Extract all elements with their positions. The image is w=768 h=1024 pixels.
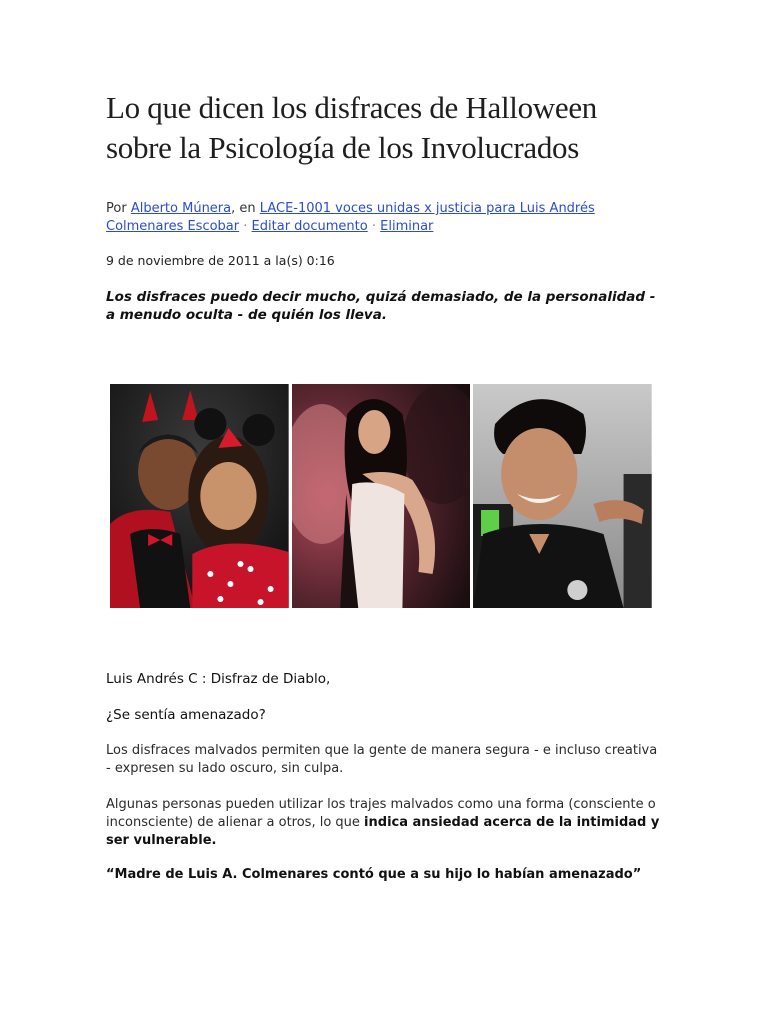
publish-date: 9 de noviembre de 2011 a la(s) 0:16 (106, 253, 335, 268)
paragraph-2-text: Algunas personas pueden utilizar los trajes malvados como una forma (consciente o inconsciente) de alienar a otros, lo que (106, 797, 656, 830)
article-lede: Los disfraces puedo decir mucho, quizá demasiado, de la personalidad - a menudo oculta - de quién los lleva. (106, 289, 656, 323)
woman-blurred-background-photo (292, 384, 471, 608)
byline-prefix: Por (106, 201, 127, 216)
paragraph-2 (106, 796, 666, 850)
group-link[interactable]: LACE-1001 voces unidas x justicia para Luis Andrés Colmenares Escobar (106, 201, 595, 234)
couple-devil-costume-photo (110, 384, 289, 608)
delete-link[interactable]: Eliminar (380, 219, 434, 234)
paragraph-1: Los disfraces malvados permiten que la gente de manera segura - e incluso creativa - expresen su lado oscuro, sin culpa. (106, 743, 658, 776)
pull-quote: “Madre de Luis A. Colmenares contó que a su hijo lo habían amenazado” (106, 867, 642, 882)
section-heading: Luis Andrés C : Disfraz de Diablo, (106, 671, 331, 687)
photo-strip (110, 384, 652, 608)
byline-in: , en (231, 201, 256, 216)
byline-separator: · (243, 219, 248, 234)
paragraph-2-emphasis: indica ansiedad acerca de la intimidad y ser vulnerable. (106, 815, 660, 848)
edit-document-link[interactable]: Editar documento (251, 219, 368, 234)
byline (106, 200, 666, 236)
young-man-smiling-photo (473, 384, 652, 608)
article-title: Lo que dicen los disfraces de Halloween sobre la Psicología de los Involucrados (106, 90, 598, 165)
byline-separator: · (371, 219, 376, 234)
section-question: ¿Se sentía amenazado? (106, 707, 266, 723)
author-link[interactable]: Alberto Múnera (130, 201, 232, 216)
